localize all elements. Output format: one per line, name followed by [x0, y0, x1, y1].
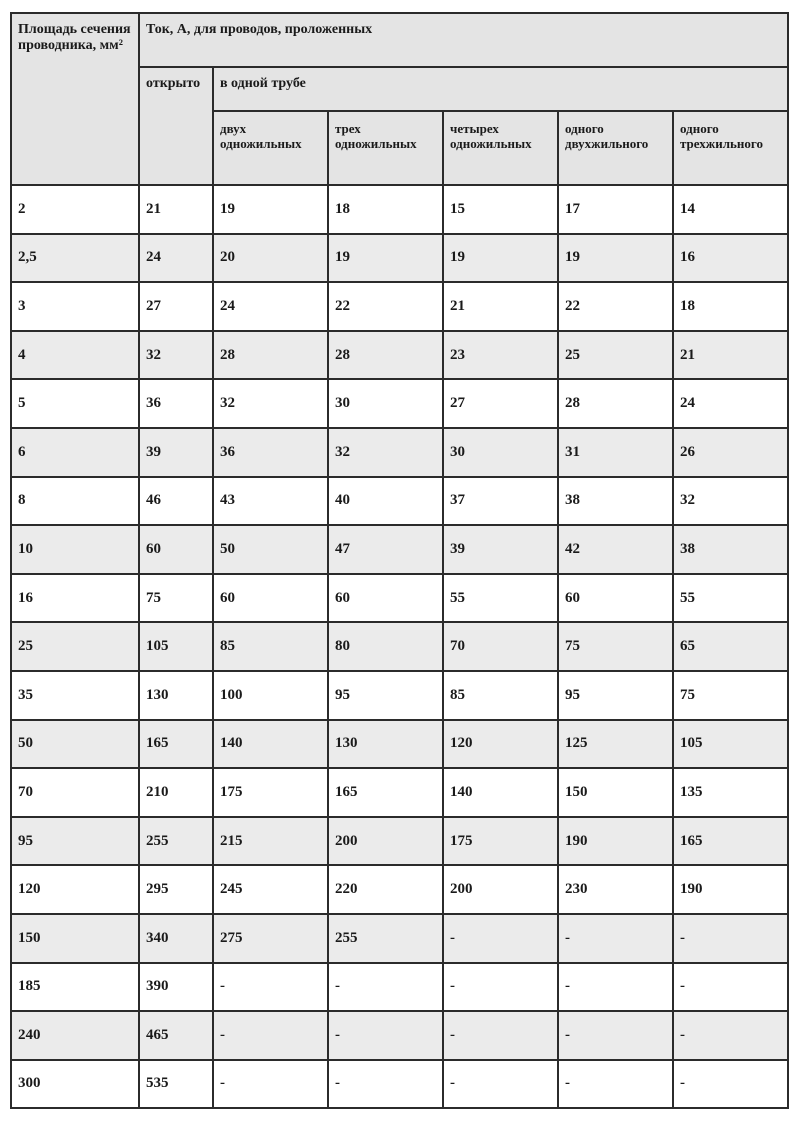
table-cell-value: 20: [213, 234, 328, 283]
table-cell-value: 31: [558, 428, 673, 477]
table-cell-value: -: [673, 914, 788, 963]
table-cell-value: 535: [139, 1060, 213, 1109]
header-sub-three-single-core: трех одножильных: [328, 111, 443, 185]
header-sub-one-three-core: одного трехжильного: [673, 111, 788, 185]
table-cell-value: 36: [213, 428, 328, 477]
table-row: [11, 234, 788, 283]
table-cell-area: 70: [11, 768, 139, 817]
table-cell-value: 30: [443, 428, 558, 477]
table-cell-value: 55: [443, 574, 558, 623]
table-cell-value: 60: [558, 574, 673, 623]
table-cell-value: 30: [328, 379, 443, 428]
table-cell-value: 21: [139, 185, 213, 234]
table-cell-value: 70: [443, 622, 558, 671]
table-cell-value: 27: [443, 379, 558, 428]
current-capacity-table: [10, 12, 789, 1109]
table-cell-area: 25: [11, 622, 139, 671]
table-cell-value: 47: [328, 525, 443, 574]
table-cell-value: 38: [558, 477, 673, 526]
table-cell-value: 36: [139, 379, 213, 428]
table-cell-value: -: [558, 963, 673, 1012]
table-cell-value: 39: [139, 428, 213, 477]
table-cell-area: 8: [11, 477, 139, 526]
table-cell-value: -: [443, 914, 558, 963]
table-cell-area: 6: [11, 428, 139, 477]
table-cell-value: 165: [328, 768, 443, 817]
table-cell-area: 50: [11, 720, 139, 769]
table-cell-value: -: [213, 1011, 328, 1060]
table-cell-value: 43: [213, 477, 328, 526]
table-row: [11, 963, 788, 1012]
table-cell-value: 100: [213, 671, 328, 720]
table-cell-value: -: [673, 963, 788, 1012]
table-cell-area: 3: [11, 282, 139, 331]
table-cell-value: 32: [213, 379, 328, 428]
table-cell-value: 210: [139, 768, 213, 817]
table-cell-value: 125: [558, 720, 673, 769]
table-cell-value: 105: [139, 622, 213, 671]
table-cell-value: 24: [673, 379, 788, 428]
table-cell-value: 18: [673, 282, 788, 331]
header-in-pipe: в одной трубе: [213, 67, 788, 111]
table-cell-value: 140: [213, 720, 328, 769]
table-cell-area: 5: [11, 379, 139, 428]
table-cell-value: 42: [558, 525, 673, 574]
table-cell-value: 17: [558, 185, 673, 234]
table-cell-value: -: [213, 963, 328, 1012]
table-cell-value: 18: [328, 185, 443, 234]
table-cell-value: 390: [139, 963, 213, 1012]
table-cell-area: 2,5: [11, 234, 139, 283]
table-cell-value: 75: [558, 622, 673, 671]
table-cell-area: 4: [11, 331, 139, 380]
table-cell-value: -: [443, 1011, 558, 1060]
table-row: [11, 914, 788, 963]
table-row: [11, 379, 788, 428]
table-cell-value: 37: [443, 477, 558, 526]
table-row: [11, 574, 788, 623]
table-cell-value: 150: [558, 768, 673, 817]
table-cell-value: 46: [139, 477, 213, 526]
table-cell-value: 14: [673, 185, 788, 234]
table-cell-value: 95: [328, 671, 443, 720]
table-cell-value: 19: [443, 234, 558, 283]
table-cell-value: 95: [558, 671, 673, 720]
table-cell-value: 75: [139, 574, 213, 623]
table-cell-value: 60: [139, 525, 213, 574]
table-cell-area: 16: [11, 574, 139, 623]
table-cell-value: 25: [558, 331, 673, 380]
table-cell-value: -: [558, 914, 673, 963]
table-cell-area: 185: [11, 963, 139, 1012]
table-cell-value: 135: [673, 768, 788, 817]
table-cell-value: 22: [328, 282, 443, 331]
table-row: [11, 671, 788, 720]
table-row: [11, 428, 788, 477]
table-row: [11, 768, 788, 817]
table-cell-value: 175: [213, 768, 328, 817]
header-area-column: Площадь сечения проводника, мм²: [11, 13, 139, 185]
table-cell-value: 26: [673, 428, 788, 477]
table-cell-value: 165: [139, 720, 213, 769]
table-cell-area: 2: [11, 185, 139, 234]
table-cell-value: 80: [328, 622, 443, 671]
table-row: [11, 1011, 788, 1060]
table-cell-value: 140: [443, 768, 558, 817]
table-cell-value: 200: [443, 865, 558, 914]
table-row: [11, 720, 788, 769]
table-cell-value: 27: [139, 282, 213, 331]
table-cell-value: 65: [673, 622, 788, 671]
table-row: [11, 1060, 788, 1109]
table-row: [11, 331, 788, 380]
table-cell-value: 465: [139, 1011, 213, 1060]
table-cell-value: 255: [328, 914, 443, 963]
table-cell-value: -: [328, 963, 443, 1012]
table-cell-value: 22: [558, 282, 673, 331]
table-cell-value: 255: [139, 817, 213, 866]
table-cell-value: 21: [673, 331, 788, 380]
header-open: открыто: [139, 67, 213, 185]
table-cell-area: 10: [11, 525, 139, 574]
table-cell-value: 32: [328, 428, 443, 477]
table-cell-value: 32: [673, 477, 788, 526]
table-cell-value: -: [673, 1060, 788, 1109]
table-cell-value: 60: [213, 574, 328, 623]
table-cell-value: -: [443, 963, 558, 1012]
table-cell-area: 300: [11, 1060, 139, 1109]
table-cell-value: 230: [558, 865, 673, 914]
table-cell-value: 215: [213, 817, 328, 866]
table-cell-value: -: [558, 1011, 673, 1060]
table-row: [11, 477, 788, 526]
table-cell-value: 105: [673, 720, 788, 769]
table-cell-area: 35: [11, 671, 139, 720]
table-cell-value: 55: [673, 574, 788, 623]
table-row: [11, 525, 788, 574]
table-row: [11, 865, 788, 914]
table-row: [11, 185, 788, 234]
table-cell-value: 220: [328, 865, 443, 914]
table-cell-value: 130: [328, 720, 443, 769]
header-sub-one-two-core: одного двухжильного: [558, 111, 673, 185]
table-cell-area: 150: [11, 914, 139, 963]
table-row: [11, 282, 788, 331]
table-row: [11, 622, 788, 671]
table-cell-area: 95: [11, 817, 139, 866]
table-cell-value: 19: [213, 185, 328, 234]
table-cell-value: 15: [443, 185, 558, 234]
table-cell-value: 50: [213, 525, 328, 574]
table-cell-value: 85: [443, 671, 558, 720]
table-cell-value: 32: [139, 331, 213, 380]
table-body: [11, 185, 788, 1108]
table-cell-value: 275: [213, 914, 328, 963]
table-cell-value: -: [673, 1011, 788, 1060]
table-cell-value: 245: [213, 865, 328, 914]
table-cell-value: 19: [558, 234, 673, 283]
table-cell-area: 120: [11, 865, 139, 914]
table-cell-value: 16: [673, 234, 788, 283]
table-cell-value: 130: [139, 671, 213, 720]
header-sub-two-single-core: двух одножильных: [213, 111, 328, 185]
table-cell-value: 175: [443, 817, 558, 866]
table-cell-value: 75: [673, 671, 788, 720]
table-cell-area: 240: [11, 1011, 139, 1060]
table-cell-value: 24: [213, 282, 328, 331]
table-cell-value: 295: [139, 865, 213, 914]
table-cell-value: -: [328, 1011, 443, 1060]
table-cell-value: 60: [328, 574, 443, 623]
table-cell-value: -: [328, 1060, 443, 1109]
table-cell-value: 23: [443, 331, 558, 380]
table-cell-value: 28: [213, 331, 328, 380]
table-cell-value: 38: [673, 525, 788, 574]
table-cell-value: 21: [443, 282, 558, 331]
table-cell-value: 85: [213, 622, 328, 671]
table-cell-value: 190: [673, 865, 788, 914]
table-cell-value: 200: [328, 817, 443, 866]
header-current-group: Ток, А, для проводов, проложенных: [139, 13, 788, 67]
table-cell-value: 28: [558, 379, 673, 428]
table-cell-value: 40: [328, 477, 443, 526]
table-cell-value: -: [558, 1060, 673, 1109]
table-cell-value: 28: [328, 331, 443, 380]
table-cell-value: 165: [673, 817, 788, 866]
table-cell-value: 39: [443, 525, 558, 574]
table-cell-value: -: [213, 1060, 328, 1109]
table-cell-value: -: [443, 1060, 558, 1109]
table-cell-value: 340: [139, 914, 213, 963]
table-cell-value: 19: [328, 234, 443, 283]
table-cell-value: 190: [558, 817, 673, 866]
table-row: [11, 817, 788, 866]
table-cell-value: 24: [139, 234, 213, 283]
table-cell-value: 120: [443, 720, 558, 769]
header-sub-four-single-core: четырех одножильных: [443, 111, 558, 185]
